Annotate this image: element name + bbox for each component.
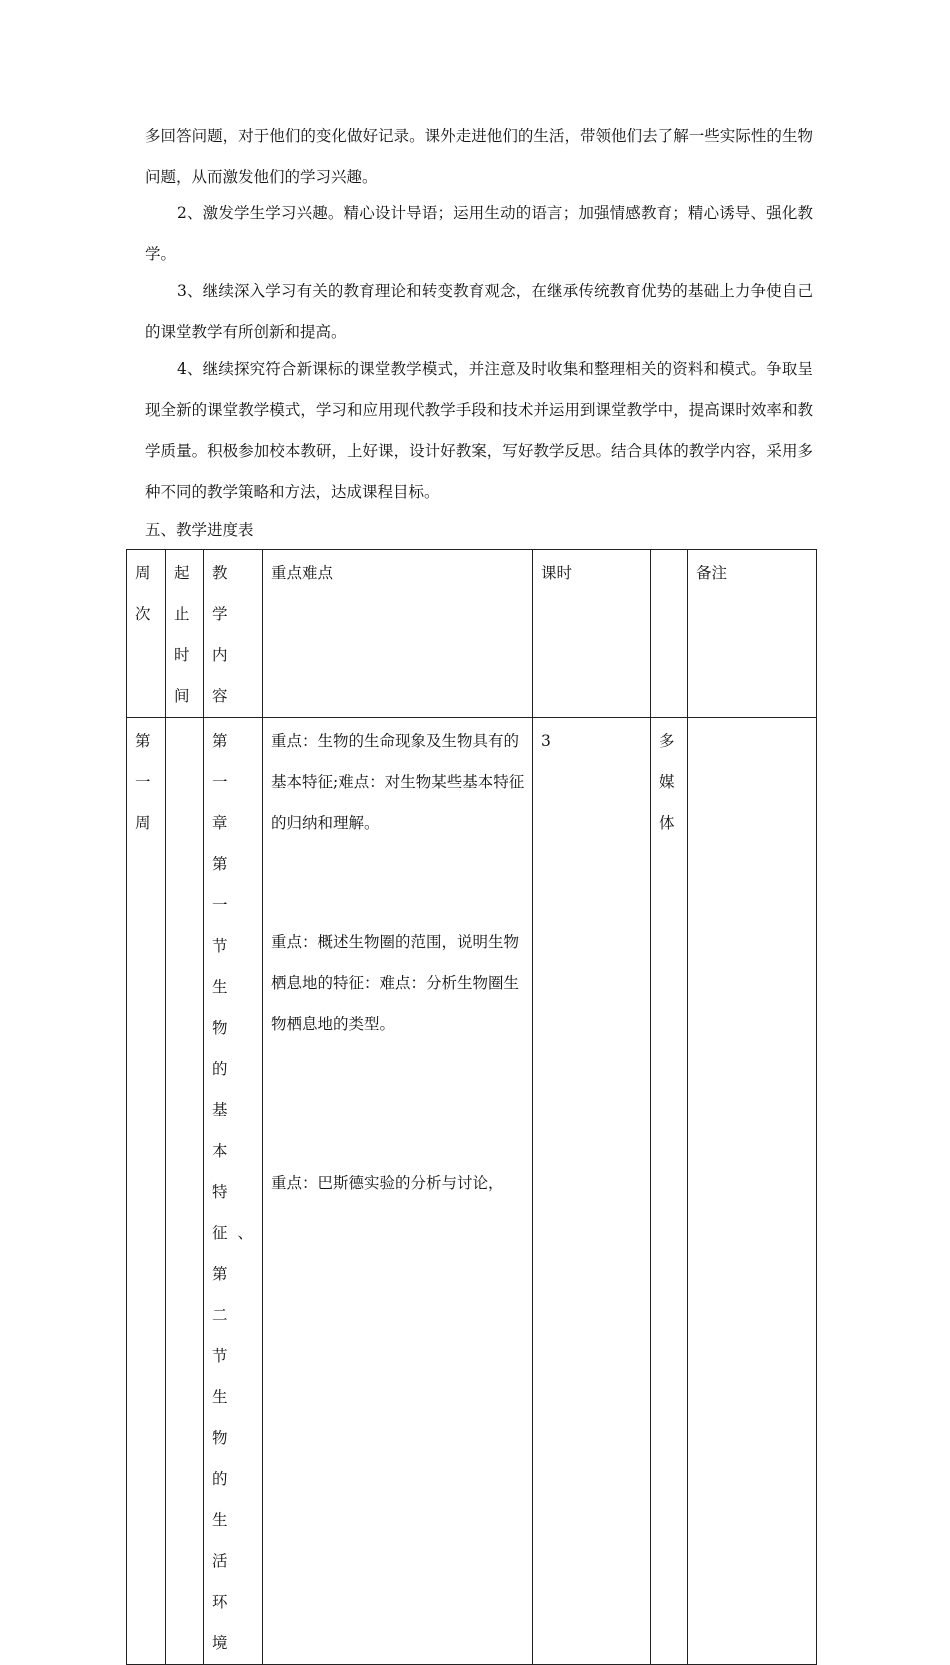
teaching-schedule-table <box>126 549 817 1665</box>
cell-method: 多媒体 <box>651 718 688 1665</box>
paragraph-4: 4、继续探究符合新课标的课堂教学模式，并注意及时收集和整理相关的资料和模式。争取呈现全新的课堂教学模式，学习和应用现代教学手段和技术并运用到课堂教学中，提高课时效率和教学质量。积极参加校本教研，上好课，设计好教案，写好教学反思。结合具体的教学内容，采用多种不同的教学策略和方法，达成课程目标。 <box>145 360 813 501</box>
paragraph-3: 3、继续深入学习有关的教育理论和转变教育观念，在继承传统教育优势的基础上力争使自己的课堂教学有所创新和提高。 <box>145 282 813 341</box>
paragraph-2: 2、激发学生学习兴趣。精心设计导语；运用生动的语言；加强情感教育；精心诱导、强化教学。 <box>145 204 813 263</box>
key-point-1: 重点：生物的生命现象及生物具有的基本特征;难点：对生物某些基本特征的归纳和理解。 <box>271 732 525 832</box>
cell-content: 第一章第一节生物的基本特征、第二节生物的生活环境 <box>204 718 263 1665</box>
cell-key-points <box>263 718 533 1665</box>
paragraph-1: 多回答问题，对于他们的变化做好记录。课外走进他们的生活，带领他们去了解一些实际性的生物问题，从而激发他们的学习兴趣。 <box>145 127 813 186</box>
header-week: 周次 <box>127 550 166 718</box>
table-row <box>127 718 817 1665</box>
key-point-2: 重点：概述生物圈的范围，说明生物栖息地的特征：难点：分析生物圈生物栖息地的类型。 <box>271 933 520 1033</box>
key-point-3: 重点：巴斯德实验的分析与讨论， <box>271 1174 504 1192</box>
header-blank <box>651 550 688 718</box>
header-content: 教学内容 <box>204 550 263 718</box>
section-heading: 五、教学进度表 <box>145 521 254 539</box>
cell-notes <box>688 718 817 1665</box>
header-hours: 课时 <box>533 550 651 718</box>
header-dates: 起止时间 <box>166 550 204 718</box>
cell-hours: 3 <box>533 718 651 1665</box>
cell-dates <box>166 718 204 1665</box>
header-key-points: 重点难点 <box>263 550 533 718</box>
cell-week: 第一周 <box>127 718 166 1665</box>
table-header-row <box>127 550 817 718</box>
header-notes: 备注 <box>688 550 817 718</box>
